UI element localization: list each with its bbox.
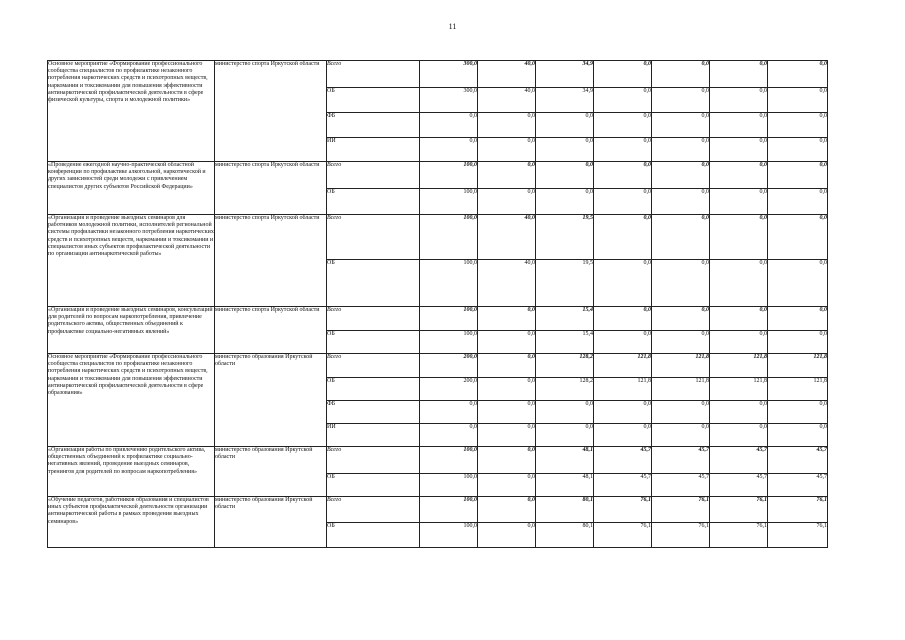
funding-amount: 0,0 xyxy=(768,113,828,138)
funding-amount: 19,5 xyxy=(536,215,594,260)
funding-amount: 0,0 xyxy=(652,401,710,424)
funding-amount: 0,0 xyxy=(478,497,536,523)
funding-amount: 0,0 xyxy=(652,215,710,260)
funding-amount: 0,0 xyxy=(710,307,768,331)
funding-amount: 100,0 xyxy=(420,523,478,548)
funding-amount: 100,0 xyxy=(420,215,478,260)
funding-amount: 45,7 xyxy=(652,447,710,474)
funding-amount: 0,0 xyxy=(652,260,710,307)
funding-amount: 0,0 xyxy=(594,215,652,260)
funding-amount: 0,0 xyxy=(420,113,478,138)
funding-amount: 76,1 xyxy=(594,523,652,548)
funding-amount: 121,8 xyxy=(652,378,710,401)
funding-amount: 121,8 xyxy=(710,378,768,401)
funding-amount: 121,8 xyxy=(594,378,652,401)
funding-amount: 0,0 xyxy=(594,61,652,88)
funding-amount: 76,1 xyxy=(594,497,652,523)
funding-source: ОБ xyxy=(327,378,420,401)
funding-amount: 48,1 xyxy=(536,447,594,474)
funding-amount: 121,8 xyxy=(652,354,710,378)
funding-amount: 0,0 xyxy=(710,260,768,307)
funding-amount: 0,0 xyxy=(710,401,768,424)
funding-amount: 0,0 xyxy=(710,331,768,354)
funding-amount: 76,1 xyxy=(710,497,768,523)
funding-amount: 40,0 xyxy=(478,215,536,260)
funding-amount: 121,8 xyxy=(768,378,828,401)
funding-amount: 0,0 xyxy=(594,88,652,113)
funding-source: ИИ xyxy=(327,424,420,447)
funding-amount: 48,1 xyxy=(536,474,594,497)
funding-amount: 0,0 xyxy=(478,189,536,215)
table-row xyxy=(48,497,828,523)
funding-amount: 0,0 xyxy=(594,307,652,331)
funding-amount: 0,0 xyxy=(478,424,536,447)
funding-amount: 45,7 xyxy=(768,447,828,474)
funding-source: ИИ xyxy=(327,138,420,162)
funding-amount: 0,0 xyxy=(710,138,768,162)
funding-amount: 0,0 xyxy=(536,189,594,215)
funding-source: Всего xyxy=(327,497,420,523)
funding-amount: 0,0 xyxy=(710,113,768,138)
funding-amount: 0,0 xyxy=(768,88,828,113)
funding-amount: 100,0 xyxy=(420,447,478,474)
activity-description: Основное мероприятие «Формирование профессионального сообщества специалистов по профилактике незаконного потребления наркотических средств и психотропных веществ, наркомании и токсикомании для повышения эффективности антинаркотической профилактической деятельности в сфере образования» xyxy=(48,354,215,447)
funding-amount: 45,7 xyxy=(710,474,768,497)
funding-amount: 0,0 xyxy=(652,162,710,189)
funding-amount: 0,0 xyxy=(594,401,652,424)
funding-amount: 0,0 xyxy=(536,424,594,447)
funding-amount: 0,0 xyxy=(478,474,536,497)
funding-amount: 0,0 xyxy=(594,424,652,447)
funding-amount: 0,0 xyxy=(768,401,828,424)
funding-amount: 0,0 xyxy=(478,523,536,548)
page-number: 11 xyxy=(448,22,457,31)
funding-amount: 0,0 xyxy=(536,113,594,138)
funding-amount: 121,8 xyxy=(768,354,828,378)
funding-amount: 45,7 xyxy=(710,447,768,474)
funding-amount: 0,0 xyxy=(652,113,710,138)
table-row xyxy=(48,307,828,331)
funding-amount: 100,0 xyxy=(420,189,478,215)
funding-amount: 128,2 xyxy=(536,354,594,378)
funding-amount: 0,0 xyxy=(768,331,828,354)
funding-source: Всего xyxy=(327,61,420,88)
funding-amount: 100,0 xyxy=(420,474,478,497)
funding-amount: 0,0 xyxy=(594,260,652,307)
funding-amount: 0,0 xyxy=(710,189,768,215)
responsible-executor: министерство образования Иркутской области xyxy=(215,497,327,548)
funding-amount: 0,0 xyxy=(710,424,768,447)
funding-amount: 0,0 xyxy=(768,307,828,331)
funding-amount: 15,4 xyxy=(536,307,594,331)
funding-amount: 0,0 xyxy=(594,113,652,138)
funding-amount: 0,0 xyxy=(420,424,478,447)
funding-amount: 0,0 xyxy=(768,189,828,215)
funding-amount: 45,7 xyxy=(594,474,652,497)
funding-amount: 80,1 xyxy=(536,497,594,523)
table-body xyxy=(48,61,828,548)
funding-amount: 0,0 xyxy=(478,138,536,162)
funding-amount: 76,1 xyxy=(710,523,768,548)
funding-amount: 0,0 xyxy=(594,162,652,189)
funding-amount: 34,9 xyxy=(536,88,594,113)
funding-amount: 0,0 xyxy=(652,189,710,215)
funding-amount: 34,9 xyxy=(536,61,594,88)
funding-amount: 0,0 xyxy=(768,260,828,307)
funding-amount: 0,0 xyxy=(710,88,768,113)
funding-amount: 0,0 xyxy=(594,138,652,162)
funding-amount: 0,0 xyxy=(652,138,710,162)
funding-amount: 76,1 xyxy=(768,523,828,548)
funding-source: ОБ xyxy=(327,523,420,548)
funding-amount: 100,0 xyxy=(420,260,478,307)
funding-source: Всего xyxy=(327,447,420,474)
funding-amount: 0,0 xyxy=(478,354,536,378)
activity-description: «Проведение ежегодной научно-практической областной конференции по профилактике алкогольной, наркотической и других зависимостей среди молодежи с привлечением специалистов других субъектов Российской Федерации» xyxy=(48,162,215,215)
funding-amount: 45,7 xyxy=(594,447,652,474)
activity-description: Основное мероприятие «Формирование профессионального сообщества специалистов по профилактике незаконного потребления наркотических средств и психотропных веществ, наркомании и токсикомании для повышения эффективности антинаркотической профилактической деятельности в сфере физической культуры, спорта и молодежной политики» xyxy=(48,61,215,162)
funding-amount: 100,0 xyxy=(420,331,478,354)
funding-source: ФБ xyxy=(327,401,420,424)
funding-amount: 76,1 xyxy=(652,523,710,548)
funding-amount: 0,0 xyxy=(652,61,710,88)
table-row xyxy=(48,162,828,189)
funding-source: Всего xyxy=(327,307,420,331)
funding-source: Всего xyxy=(327,354,420,378)
funding-amount: 0,0 xyxy=(594,331,652,354)
funding-source: ФБ xyxy=(327,113,420,138)
funding-amount: 0,0 xyxy=(652,88,710,113)
funding-source: ОБ xyxy=(327,88,420,113)
funding-amount: 0,0 xyxy=(710,61,768,88)
funding-amount: 200,0 xyxy=(420,378,478,401)
funding-amount: 0,0 xyxy=(652,331,710,354)
activity-description: «Организация работы по привлечению родительского актива, общественных объединений к профилактике социально-негативных явлений, проведение выездных семинаров, тренингов для родителей по вопросам наркопотребления» xyxy=(48,447,215,497)
responsible-executor: министерство спорта Иркутской области xyxy=(215,215,327,307)
funding-amount: 0,0 xyxy=(768,215,828,260)
funding-amount: 0,0 xyxy=(710,215,768,260)
funding-amount: 0,0 xyxy=(594,189,652,215)
funding-amount: 121,8 xyxy=(710,354,768,378)
funding-amount: 300,0 xyxy=(420,88,478,113)
funding-amount: 200,0 xyxy=(420,354,478,378)
funding-amount: 40,0 xyxy=(478,61,536,88)
funding-amount: 121,8 xyxy=(594,354,652,378)
funding-amount: 300,0 xyxy=(420,61,478,88)
funding-amount: 0,0 xyxy=(768,61,828,88)
funding-amount: 100,0 xyxy=(420,162,478,189)
funding-amount: 80,1 xyxy=(536,523,594,548)
funding-amount: 40,0 xyxy=(478,88,536,113)
funding-amount: 0,0 xyxy=(478,113,536,138)
funding-source: Всего xyxy=(327,215,420,260)
responsible-executor: министерство спорта Иркутской области xyxy=(215,162,327,215)
funding-amount: 0,0 xyxy=(478,447,536,474)
funding-amount: 76,1 xyxy=(768,497,828,523)
funding-amount: 0,0 xyxy=(768,138,828,162)
activity-description: «Организация и проведение выездных семинаров, консультаций для родителей по вопросам наркопотребления, привлечение родительского актива, общественных объединений к профилактике социально-негативных явлений» xyxy=(48,307,215,354)
funding-amount: 0,0 xyxy=(478,307,536,331)
funding-source: ОБ xyxy=(327,474,420,497)
funding-amount: 15,4 xyxy=(536,331,594,354)
funding-amount: 0,0 xyxy=(652,307,710,331)
funding-amount: 100,0 xyxy=(420,307,478,331)
funding-amount: 0,0 xyxy=(536,138,594,162)
funding-amount: 0,0 xyxy=(420,401,478,424)
responsible-executor: министерство образования Иркутской области xyxy=(215,447,327,497)
table-row xyxy=(48,61,828,88)
funding-amount: 0,0 xyxy=(478,401,536,424)
funding-amount: 0,0 xyxy=(478,378,536,401)
funding-amount: 0,0 xyxy=(710,162,768,189)
funding-amount: 0,0 xyxy=(420,138,478,162)
funding-source: ОБ xyxy=(327,189,420,215)
funding-amount: 0,0 xyxy=(536,401,594,424)
responsible-executor: министерство образования Иркутской области xyxy=(215,354,327,447)
funding-amount: 0,0 xyxy=(478,162,536,189)
responsible-executor: министерство спорта Иркутской области xyxy=(215,61,327,162)
funding-amount: 0,0 xyxy=(536,162,594,189)
activity-description: «Обучение педагогов, работников образования и специалистов иных субъектов профилактической деятельности организации антинаркотической работы в рамках проведения выездных семинаров» xyxy=(48,497,215,548)
funding-source: ОБ xyxy=(327,260,420,307)
budget-table xyxy=(47,60,828,548)
funding-amount: 40,0 xyxy=(478,260,536,307)
funding-amount: 128,2 xyxy=(536,378,594,401)
table-row xyxy=(48,447,828,474)
funding-amount: 100,0 xyxy=(420,497,478,523)
funding-amount: 0,0 xyxy=(768,162,828,189)
table-row xyxy=(48,215,828,260)
funding-amount: 0,0 xyxy=(478,331,536,354)
funding-amount: 19,5 xyxy=(536,260,594,307)
funding-amount: 76,1 xyxy=(652,497,710,523)
activity-description: «Организация и проведение выездных семинаров для работников молодежной политики, исполнителей региональной системы профилактики незаконного потребления наркотических средств и психотропных веществ, наркомании и токсикомании и специалистов иных субъектов профилактической деятельности по организации антинаркотической работы» xyxy=(48,215,215,307)
funding-amount: 0,0 xyxy=(652,424,710,447)
funding-source: ОБ xyxy=(327,331,420,354)
table-row xyxy=(48,354,828,378)
funding-amount: 45,7 xyxy=(768,474,828,497)
funding-amount: 0,0 xyxy=(768,424,828,447)
responsible-executor: министерство спорта Иркутской области xyxy=(215,307,327,354)
funding-amount: 45,7 xyxy=(652,474,710,497)
funding-source: Всего xyxy=(327,162,420,189)
